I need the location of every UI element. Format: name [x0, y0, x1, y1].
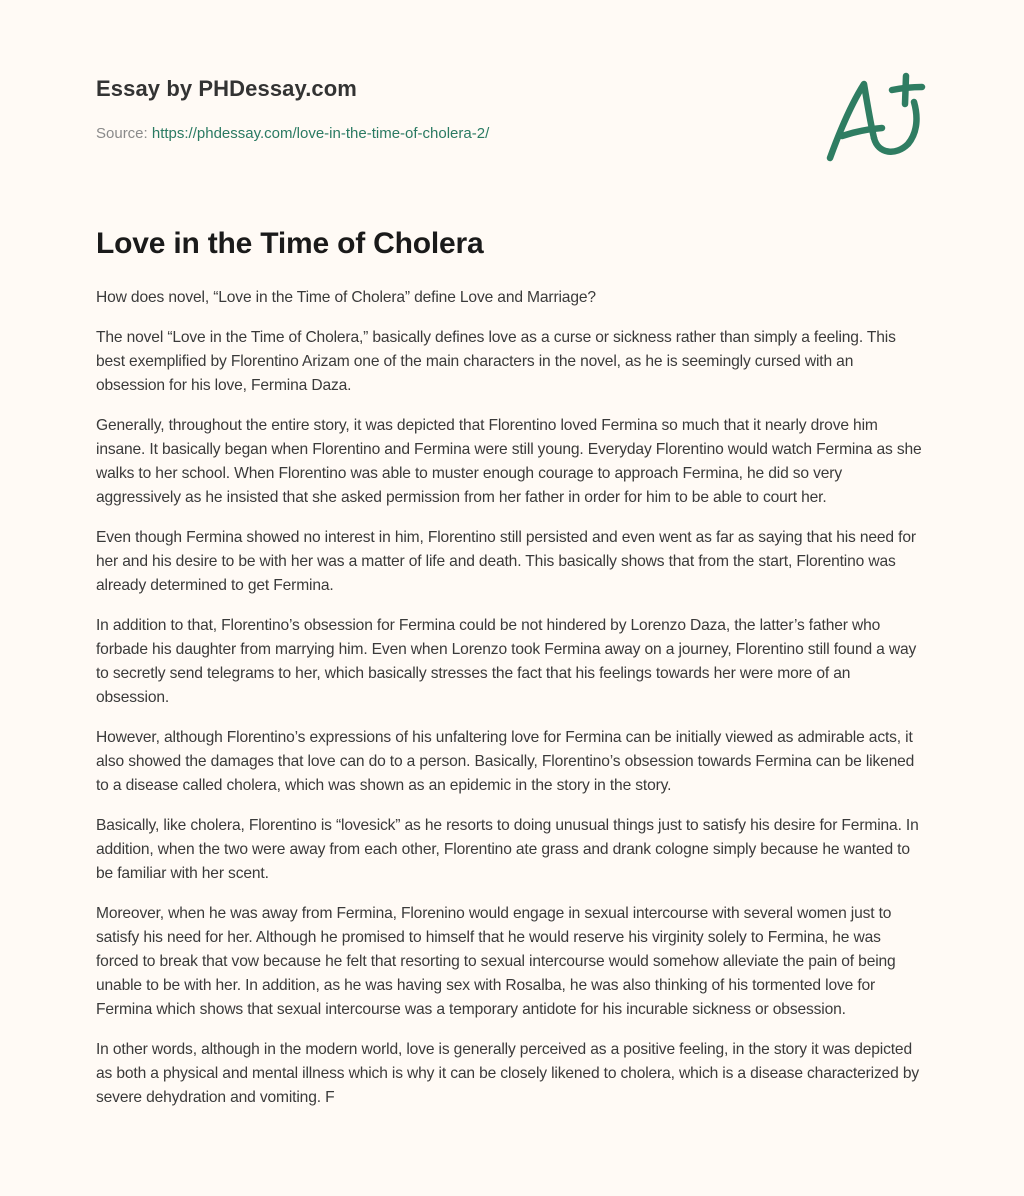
essay-paragraph: How does novel, “Love in the Time of Cholera” define Love and Marriage? [96, 289, 596, 306]
source-line [96, 124, 924, 144]
essay-paragraph: Basically, like cholera, Florentino is “lovesick” as he resorts to doing unusual things just to satisfy his desire for Fermina. In addition, when the two were away from each other, Florentino ate grass and drank cologne simply because he wanted to be familiar with her scent. [96, 817, 919, 882]
essay-paragraph: However, although Florentino’s expressions of his unfaltering love for Fermina can be initially viewed as admirable acts, it also showed the damages that love can do to a person. Basically, Florentino’s obsession towards Fermina can be likened to a disease called cholera, which was shown as an epidemic in the story in the story. [96, 729, 915, 794]
essay-paragraph: In other words, although in the modern world, love is generally perceived as a positive feeling, in the story it was depicted as both a physical and mental illness which is why it can be closely likened to cholera, which is a disease characterized by severe dehydration and vomiting. F [96, 1041, 920, 1106]
essay-paragraph: Even though Fermina showed no interest in him, Florentino still persisted and even went as far as saying that his need for her and his desire to be with her was a matter of life and death. This basically shows that from the start, Florentino was already determined to get Fermina. [96, 529, 916, 594]
site-title: Essay by PHDessay.com [96, 76, 357, 101]
essay-title: Love in the Time of Cholera [96, 227, 484, 260]
essay-paragraph: In addition to that, Florentino’s obsession for Fermina could be not hindered by Lorenzo Daza, the latter’s father who forbade his daughter from marrying him. Even when Lorenzo took Fermina away on a journey, Florentino still found a way to secretly send telegrams to her, which basically stresses the fact that his feelings towards her were more of an obsession. [96, 617, 917, 706]
essay-paragraph: Moreover, when he was away from Fermina, Florenino would engage in sexual intercourse with several women just to satisfy his need for her. Although he promised to himself that he would reserve his virginity solely to Fermina, he was forced to break that vow because he felt that resorting to sexual intercourse would somehow alleviate the pain of being unable to be with her. In addition, as he was having sex with Rosalba, he was also thinking of his tormented love for Fermina which shows that sexual intercourse was a temporary antidote for his incurable sickness or obsession. [96, 905, 896, 1018]
essay-paragraph: The novel “Love in the Time of Cholera,” basically defines love as a curse or sickness rather than simply a feeling. This best exemplified by Florentino Arizam one of the main characters in the novel, as he is seemingly cursed with an obsession for his love, Fermina Daza. [96, 329, 896, 394]
source-label: Source: [96, 125, 152, 142]
essay-paragraph: Generally, throughout the entire story, it was depicted that Florentino loved Fermina so much that it nearly drove him insane. It basically began when Florentino and Fermina were still young. Everyday Florentino would watch Fermina as she walks to her school. When Florentino was able to muster enough courage to approach Fermina, he did so very aggressively as he insisted that she asked permission from her father in order for him to be able to court her. [96, 417, 922, 506]
source-link[interactable]: https://phdessay.com/love-in-the-time-of-cholera-2/ [151, 125, 490, 142]
a-plus-logo-icon [820, 66, 932, 166]
page-header [96, 74, 924, 144]
essay-article [96, 224, 926, 1126]
